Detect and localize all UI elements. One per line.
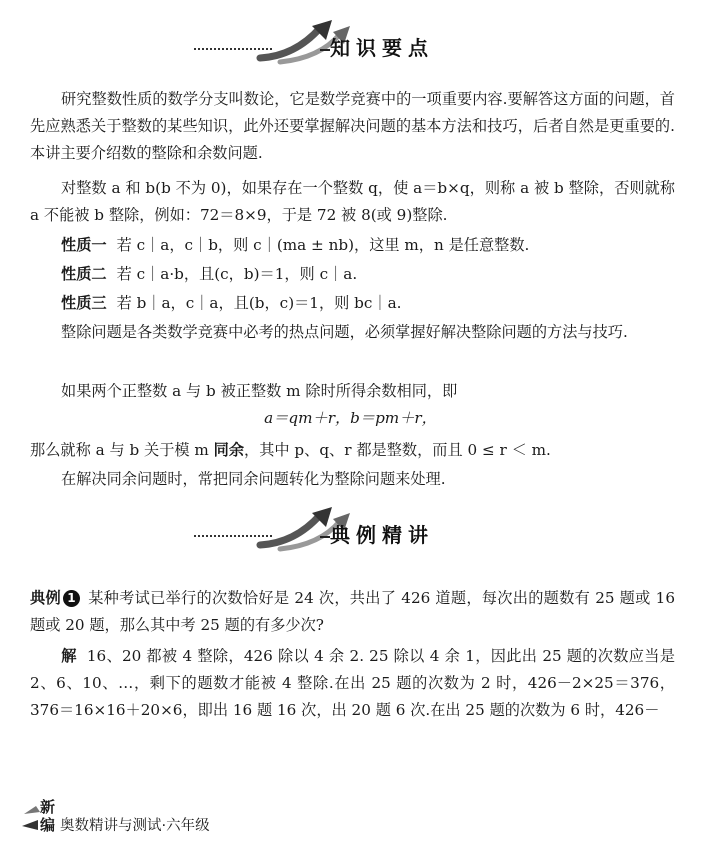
property-2: 性质二 若 c｜a·b，且(c，b)＝1，则 c｜a. — [61, 265, 358, 283]
example-number-badge: 1 — [63, 590, 80, 607]
example-question: 典例 1 某种考试已举行的次数恰好是 24 次，共出了 426 道题，每次出的题数有 25 题或 16 题或 20 题，那么其中考 25 题的有多少次? — [30, 589, 675, 634]
section-header-knowledge — [180, 18, 480, 68]
solution-label: 解 — [61, 647, 77, 665]
body-paragraph-4: 如果两个正整数 a 与 b 被正整数 m 除时所得余数相同，即 — [61, 382, 458, 400]
property-label: 性质一 — [61, 236, 107, 254]
page-footer — [22, 796, 322, 846]
series-mark-bottom: 编 — [40, 816, 56, 834]
example-label: 典例 — [30, 589, 61, 607]
book-title: 奥数精讲与测试·六年级 — [60, 818, 210, 834]
section-header-examples — [180, 505, 480, 555]
series-mark-top: 新 — [40, 798, 56, 816]
property-3: 性质三 若 b｜a，c｜a，且(b，c)＝1，则 bc｜a. — [61, 294, 402, 312]
property-label: 性质二 — [61, 265, 107, 283]
property-label: 性质三 — [61, 294, 107, 312]
title-underline — [320, 49, 330, 51]
section-title: 知识要点 — [330, 36, 434, 60]
example-solution: 解 16、20 都被 4 整除，426 除以 4 余 2. 25 除以 4 余 1，因此出 25 题的次数应当是 2、6、10、…，剩下的题数才能被 4 整除.在出 25 题的次数为 2 时，426－2×25＝376，376＝16×16＋20×6，即出 16 题 16 次，出 20 题 6 次.在出 25 题的次数为 6 时，426－ — [30, 647, 675, 719]
term-congruence: 同余 — [213, 441, 245, 459]
congruence-equation: a＝qm＋r，b＝pm＋r， — [264, 409, 437, 427]
title-underline — [320, 536, 330, 538]
body-paragraph-6: 在解决同余问题时，常把同余问题转化为整除问题来处理. — [61, 470, 446, 488]
property-1: 性质一 若 c｜a，c｜b，则 c｜(ma ± nb)，这里 m，n 是任意整数. — [61, 236, 530, 254]
intro-paragraph-1: 研究整数性质的数学分支叫数论，它是数学竞赛中的一项重要内容.要解答这方面的问题，首先应熟悉关于整数的某些知识，此外还要掌握解决问题的基本方法和技巧，后者自然是更重要的.本讲主要介绍数的整除和余数问题. — [30, 90, 675, 162]
section-title: 典例精讲 — [330, 523, 434, 547]
intro-paragraph-2: 对整数 a 和 b(b 不为 0)，如果存在一个整数 q，使 a＝b×q，则称 a 被 b 整除，否则就称 a 不能被 b 整除，例如：72＝8×9，于是 72 被 8(或 9)整除. — [30, 179, 675, 224]
body-paragraph-5: 那么就称 a 与 b 关于模 m 同余，其中 p、q、r 都是整数，而且 0 ≤ r ＜ m. — [30, 441, 551, 459]
body-paragraph-3: 整除问题是各类数学竞赛中必考的热点问题，必须掌握好解决整除问题的方法与技巧. — [61, 323, 628, 341]
